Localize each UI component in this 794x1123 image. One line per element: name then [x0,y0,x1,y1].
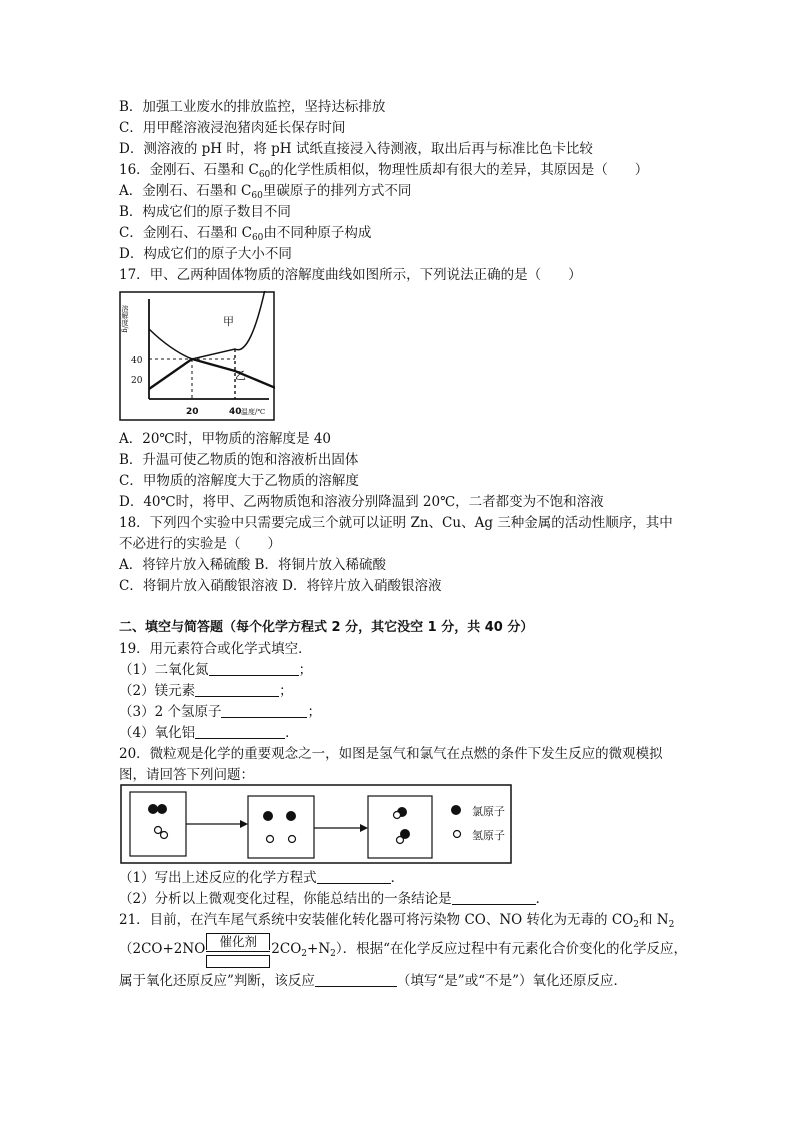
middle-box [248,796,314,858]
chlorine-molecule-atom [148,804,158,814]
question-20-2: （2）分析以上微观变化过程，你能总结出的一条结论是 ． [119,891,550,907]
y-tick-label: 40 [131,356,143,366]
legend-chlorine-label: 氯原子 [472,805,505,818]
option-b-industrial: B．加强工业废水的排放监控，坚持达标排放 [119,99,386,115]
hcl-hydrogen-atom [397,837,404,844]
reaction-diagram [120,784,512,864]
answer-blank[interactable] [221,704,307,718]
x-tick-label: 20 [186,407,199,417]
option-c-formaldehyde: C．用甲醛溶液浸泡猪肉延长保存时间 [119,120,346,136]
hydrogen-molecule-atom [161,832,168,839]
question-18: 18．下列四个实验中只需要完成三个就可以证明 Zn、Cu、Ag 三种金属的活动性顺序，其中 [119,515,673,531]
catalyst-condition [206,933,270,967]
answer-blank[interactable] [452,891,536,905]
chart-frame [120,292,274,420]
question-21-cont: 属于氧化还原反应”判断，该反应 （填写“是”或“不是”）氧化还原反应． [119,973,628,989]
question-18-cont: 不必进行的实验是（ ） [119,536,281,552]
question-19-4: （4）氧化铝 ． [119,725,299,741]
answer-blank[interactable] [209,662,299,676]
question-17-option-a: A．20℃时，甲物质的溶解度是 40 [119,431,331,447]
before-box [130,792,186,856]
question-21-equation: （2CO+2NO 催化剂 $2CO_2+N_2$）．根据“在化学反应过程中有元素化合价变化的化学反应， [119,932,687,971]
after-box [368,796,432,858]
hcl-hydrogen-atom [394,812,401,819]
solubility-chart [119,291,275,421]
answer-blank[interactable] [195,725,285,739]
hydrogen-atom [267,836,274,843]
question-16-option-a: A．金刚石、石墨和 $C_{60}$里碳原子的排列方式不同 [119,183,412,201]
answer-blank[interactable] [195,683,279,697]
y-axis-label: 溶解度/g [121,305,129,333]
hydrogen-atom [289,836,296,843]
question-17-option-b: B．升温可使乙物质的饱和溶液析出固体 [119,452,359,468]
series-label-jia: 甲 [223,315,234,328]
question-16-option-d: D．构成它们的原子大小不同 [119,246,292,262]
question-16: 16．金刚石、石墨和 $C_{60}$的化学性质相似，物理性质却有很大的差异，其原因是（ ） [119,162,649,180]
option-d-ph: D．测溶液的 pH 时，将 pH 试纸直接浸入待测液，取出后再与标准比色卡比较 [119,141,593,157]
answer-blank[interactable] [315,973,397,987]
x-tick-label: 40 [229,407,242,417]
question-19: 19．用元素符合或化学式填空． [119,641,312,657]
question-19-1: （1）二氧化氮 ； [119,662,313,678]
chlorine-molecule-atom [157,804,167,814]
x-axis-label: 温度/℃ [241,408,266,416]
hydrogen-molecule-atom [155,827,162,834]
question-20: 20．微粒观是化学的重要观念之一，如图是氢气和氯气在点燃的条件下发生反应的微观模拟 [119,746,663,762]
question-17-option-c: C．甲物质的溶解度大于乙物质的溶解度 [119,473,359,489]
question-18-options-ab: A．将锌片放入稀硫酸 B．将铜片放入稀硫酸 [119,557,386,573]
catalyst-label: 催化剂 [206,933,270,950]
question-17: 17．甲、乙两种固体物质的溶解度曲线如图所示，下列说法正确的是（ ） [119,267,582,283]
legend-hydrogen-symbol [454,831,461,838]
answer-blank[interactable] [317,870,391,884]
question-17-option-d: D．40℃时，将甲、乙两物质饱和溶液分别降温到 20℃，二者都变为不饱和溶液 [119,494,604,510]
question-19-2: （2）镁元素 ； [119,683,293,699]
series-label-yi: 乙 [235,369,246,382]
legend-chlorine-symbol [451,805,461,815]
question-20-cont: 图，请回答下列问题： [119,767,254,783]
chlorine-atom [286,811,296,821]
chlorine-atom [263,811,273,821]
y-tick-label: 20 [131,376,143,386]
question-18-options-cd: C．将铜片放入硝酸银溶液 D．将锌片放入硝酸银溶液 [119,578,442,594]
question-16-option-b: B．构成它们的原子数目不同 [119,204,291,220]
question-16-option-c: C．金刚石、石墨和 $C_{60}$由不同种原子构成 [119,225,372,243]
legend-hydrogen-label: 氢原子 [472,829,505,842]
question-21: 21．目前，在汽车尾气系统中安装催化转化器可将污染物 CO、NO 转化为无毒的 $CO_2$和 $N_2$ [119,912,675,930]
question-20-1: （1）写出上述反应的化学方程式 ． [119,870,405,886]
section-2-heading: 二、填空与简答题（每个化学方程式 2 分，其它没空 1 分，共 40 分） [119,620,534,635]
question-19-3: （3）2 个氢原子 ； [119,704,321,720]
